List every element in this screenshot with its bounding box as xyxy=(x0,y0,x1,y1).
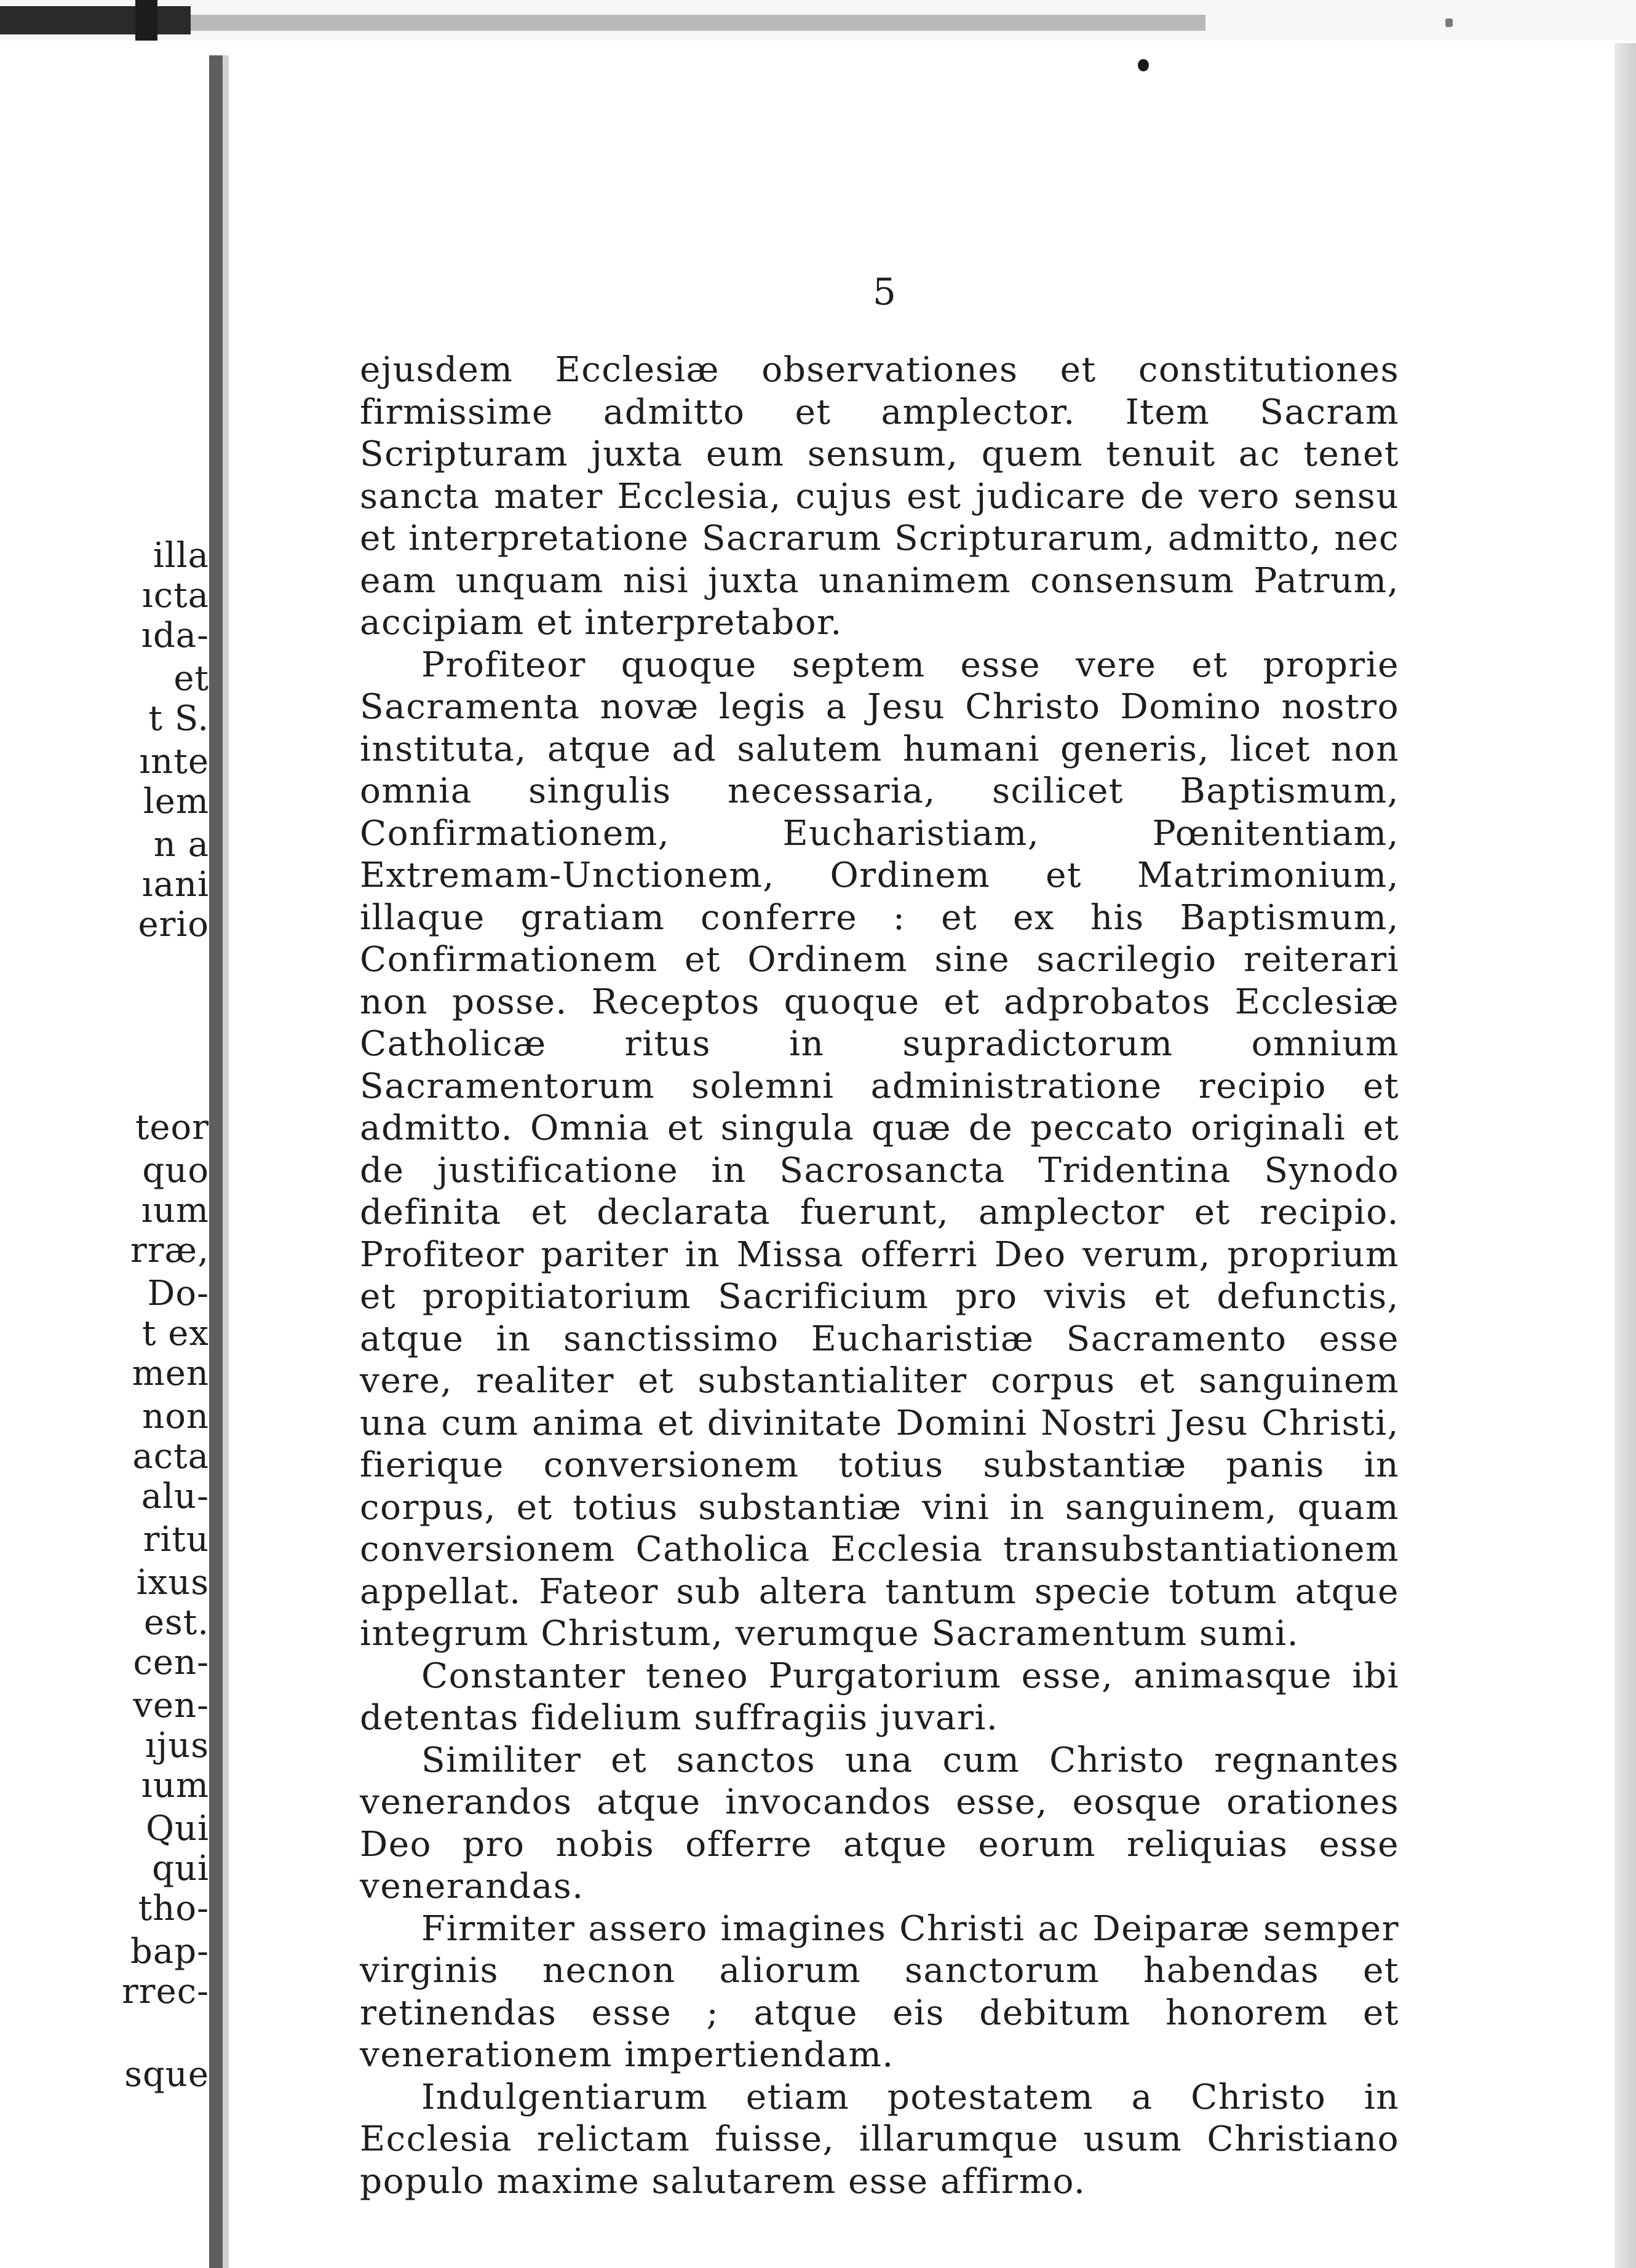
book-gutter xyxy=(209,55,223,2268)
left-fragment-line: lem xyxy=(143,782,209,822)
body-text xyxy=(360,349,1399,2203)
left-fragment-line: ıum xyxy=(141,1191,209,1231)
page-number: 5 xyxy=(872,271,897,314)
left-fragment-line: ınte xyxy=(139,742,209,782)
scan-top-edge xyxy=(0,0,1636,41)
paragraph: Profiteor quoque septem esse vere et proprie Sacramenta novæ legis a Jesu Christo Domino nostro instituta, atque ad salutem humani generis, licet non omnia singulis necessaria, scilicet Baptismum, Confirmationem, Eucharistiam, Pœnitentiam, Extremam-Unctionem, Ordinem et Matrimonium, illaque gratiam conferre : et ex his Baptismum, Confirmationem et Ordinem sine sacrilegio reiterari non posse. Receptos quoque et adprobatos Ecclesiæ Catholicæ ritus in supradictorum omnium Sacramentorum solemni administratione recipio et admitto. Omnia et singula quæ de peccato originali et de justificatione in Sacrosancta Tridentina Synodo definita et declarata fuerunt, amplector et recipio. Profiteor pariter in Missa offerri Deo verum, proprium et propitiatorium Sacrificium pro vivis et defunctis, atque in sanctissimo Eucharistiæ Sacramento esse vere, realiter et substantialiter corpus et sanguinem una cum anima et divinitate Domini Nostri Jesu Christi, fierique conversionem totius substantiæ panis in corpus, et totius substantiæ vini in sanguinem, quam conversionem Catholica Ecclesia transubstantiationem appellat. Fateor sub altera tantum specie totum atque integrum Christum, verumque Sacramentum sumi. xyxy=(360,644,1399,1654)
left-fragment-line: men xyxy=(132,1354,209,1394)
left-fragment-line: t S. xyxy=(148,699,209,739)
book-gutter-edge xyxy=(223,55,229,2268)
left-fragment-line: teor xyxy=(135,1108,209,1148)
left-fragment-line: non xyxy=(142,1397,209,1437)
paragraph: Constanter teneo Purgatorium esse, animasque ibi detentas fidelium suffragiis juvari. xyxy=(360,1655,1399,1738)
left-fragment-line: Do- xyxy=(147,1274,209,1314)
left-fragment-line: ritu xyxy=(143,1520,209,1560)
left-fragment-line: est. xyxy=(143,1603,209,1643)
left-fragment-line: bap- xyxy=(130,1932,209,1972)
paragraph: Similiter et sanctos una cum Christo regnantes venerandos atque invocandos esse, eosque orationes Deo pro nobis offerre atque eorum reliquias esse venerandas. xyxy=(360,1740,1399,1906)
left-fragment-line: n a xyxy=(153,825,209,865)
paragraph: Indulgentiarum etiam potestatem a Christo in Ecclesia relictam fuisse, illarumque usum Christiano populo maxime salutarem esse affirmo. xyxy=(360,2077,1399,2202)
left-fragment-line: illa xyxy=(153,536,209,576)
left-fragment-line: tho- xyxy=(138,1889,209,1929)
scan-edge-gray xyxy=(191,15,1205,31)
scan-edge-speck xyxy=(1445,18,1453,27)
left-fragment-line: quo xyxy=(142,1151,209,1191)
left-fragment-line: ıcta xyxy=(141,576,209,616)
left-fragment-line: erio xyxy=(138,905,209,945)
left-fragment-line: Qui xyxy=(146,1809,209,1849)
paragraph: ejusdem Ecclesiæ observationes et constitutiones firmissime admitto et amplector. Item Sacram Scripturam juxta eum sensum, quem tenuit ac tenet sancta mater Ecclesia, cujus est judicare de vero sensu et interpretatione Sacrarum Scripturarum, admitto, nec eam unquam nisi juxta unanimem consensum Patrum, accipiam et interpretabor. xyxy=(360,350,1399,643)
left-fragment-line: ixus xyxy=(136,1563,209,1603)
left-fragment-line: ıda- xyxy=(141,616,209,656)
paragraph: Firmiter assero imagines Christi ac Deiparæ semper virginis necnon aliorum sanctorum habendas et retinendas esse ; atque eis debitum honorem et venerationem impertiendam. xyxy=(360,1908,1399,2075)
left-fragment-line: rræ, xyxy=(130,1231,209,1271)
left-fragment-line: ıjus xyxy=(145,1726,209,1766)
left-fragment-line: ıani xyxy=(141,865,209,905)
left-fragment-line: rrec- xyxy=(122,1972,209,2012)
left-fragment-line: et xyxy=(173,659,209,699)
left-fragment-line: ven- xyxy=(133,1686,209,1726)
left-page-fragment xyxy=(0,0,209,2268)
left-fragment-line: acta xyxy=(132,1437,209,1477)
left-fragment-line: alu- xyxy=(141,1477,209,1517)
left-fragment-line: t ex xyxy=(141,1314,209,1354)
left-fragment-line: ıum xyxy=(141,1766,209,1806)
left-fragment-line: cen- xyxy=(133,1643,209,1683)
left-fragment-line: sque xyxy=(124,2055,209,2095)
left-fragment-line: qui xyxy=(152,1849,209,1889)
page-edge-shadow xyxy=(1614,43,1636,2268)
ink-spot xyxy=(1138,59,1149,71)
